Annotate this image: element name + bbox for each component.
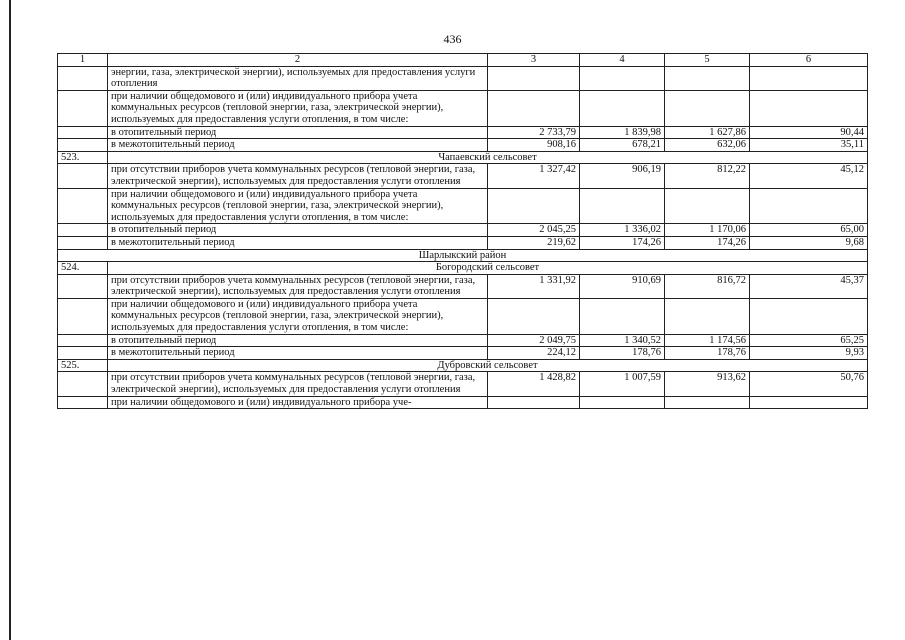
value-cell: 1 627,86 — [665, 126, 750, 139]
row-description: в межотопительный период — [108, 236, 488, 249]
row-index — [58, 90, 108, 126]
row-description: при наличии общедомового и (или) индивидуального прибора уче- — [108, 396, 488, 409]
row-index — [58, 347, 108, 360]
value-cell: 90,44 — [750, 126, 868, 139]
row-description: при отсутствии приборов учета коммунальных ресурсов (тепловой энергии, газа, электрической энергии), используемых для предоставления услуги отопления — [108, 372, 488, 396]
value-cell — [488, 298, 580, 334]
value-cell — [580, 188, 665, 224]
value-cell: 678,21 — [580, 139, 665, 152]
value-cell: 1 007,59 — [580, 372, 665, 396]
value-cell: 2 049,75 — [488, 334, 580, 347]
row-index — [58, 126, 108, 139]
value-cell — [580, 298, 665, 334]
row-description: при наличии общедомового и (или) индивидуального прибора учета коммунальных ресурсов (тепловой энергии, газа, электрической энергии), используемых для предоставления услуги отопления, в том числе: — [108, 188, 488, 224]
value-cell: 178,76 — [580, 347, 665, 360]
district-title: Шарлыкский район — [58, 249, 868, 262]
row-index — [58, 164, 108, 188]
column-header: 3 — [488, 54, 580, 67]
column-header: 6 — [750, 54, 868, 67]
value-cell: 9,93 — [750, 347, 868, 360]
value-cell: 812,22 — [665, 164, 750, 188]
row-description: при отсутствии приборов учета коммунальных ресурсов (тепловой энергии, газа, электрической энергии), используемых для предоставления услуги отопления — [108, 274, 488, 298]
value-cell — [750, 298, 868, 334]
section-title: Чапаевский сельсовет — [108, 151, 868, 164]
section-row — [58, 262, 868, 275]
value-cell — [750, 188, 868, 224]
value-cell: 1 336,02 — [580, 224, 665, 237]
row-description: в межотопительный период — [108, 347, 488, 360]
value-cell: 1 327,42 — [488, 164, 580, 188]
value-cell — [488, 66, 580, 90]
value-cell: 45,12 — [750, 164, 868, 188]
value-cell — [750, 396, 868, 409]
table-row — [58, 372, 868, 396]
value-cell: 65,00 — [750, 224, 868, 237]
row-index — [58, 224, 108, 237]
value-cell: 219,62 — [488, 236, 580, 249]
value-cell: 910,69 — [580, 274, 665, 298]
value-cell — [580, 66, 665, 90]
value-cell — [665, 298, 750, 334]
value-cell — [665, 66, 750, 90]
table-row — [58, 396, 868, 409]
column-header: 4 — [580, 54, 665, 67]
column-header: 2 — [108, 54, 488, 67]
row-index — [58, 66, 108, 90]
value-cell: 632,06 — [665, 139, 750, 152]
table-row — [58, 90, 868, 126]
value-cell — [750, 66, 868, 90]
value-cell — [665, 90, 750, 126]
row-index: 523. — [58, 151, 108, 164]
table-row — [58, 274, 868, 298]
value-cell: 9,68 — [750, 236, 868, 249]
value-cell — [488, 188, 580, 224]
row-index: 524. — [58, 262, 108, 275]
table-row — [58, 164, 868, 188]
value-cell — [665, 188, 750, 224]
value-cell: 178,76 — [665, 347, 750, 360]
value-cell: 45,37 — [750, 274, 868, 298]
value-cell: 1 340,52 — [580, 334, 665, 347]
row-index — [58, 334, 108, 347]
value-cell — [488, 396, 580, 409]
column-header: 1 — [58, 54, 108, 67]
table-row — [58, 334, 868, 347]
table-row — [58, 298, 868, 334]
table-row — [58, 347, 868, 360]
row-index — [58, 274, 108, 298]
value-cell: 50,76 — [750, 372, 868, 396]
table-row — [58, 224, 868, 237]
value-cell — [580, 90, 665, 126]
value-cell: 2 733,79 — [488, 126, 580, 139]
district-row — [58, 249, 868, 262]
row-index — [58, 236, 108, 249]
value-cell: 1 839,98 — [580, 126, 665, 139]
section-title: Дубровский сельсовет — [108, 359, 868, 372]
value-cell: 1 174,56 — [665, 334, 750, 347]
row-description: в отопительный период — [108, 334, 488, 347]
section-row — [58, 151, 868, 164]
table-row — [58, 188, 868, 224]
row-description: энергии, газа, электрической энергии), используемых для предоставления услуги отопления — [108, 66, 488, 90]
binding-line — [9, 0, 11, 640]
value-cell — [488, 90, 580, 126]
value-cell: 1 170,06 — [665, 224, 750, 237]
value-cell: 35,11 — [750, 139, 868, 152]
value-cell: 1 428,82 — [488, 372, 580, 396]
table-row — [58, 139, 868, 152]
table-row — [58, 236, 868, 249]
table-row — [58, 126, 868, 139]
header-row — [58, 54, 868, 67]
value-cell: 1 331,92 — [488, 274, 580, 298]
row-index — [58, 372, 108, 396]
row-description: в отопительный период — [108, 126, 488, 139]
value-cell: 224,12 — [488, 347, 580, 360]
value-cell: 816,72 — [665, 274, 750, 298]
value-cell: 906,19 — [580, 164, 665, 188]
value-cell — [580, 396, 665, 409]
row-description: при наличии общедомового и (или) индивидуального прибора учета коммунальных ресурсов (тепловой энергии, газа, электрической энергии), используемых для предоставления услуги отопления, в том числе: — [108, 298, 488, 334]
value-cell: 65,25 — [750, 334, 868, 347]
value-cell: 913,62 — [665, 372, 750, 396]
value-cell — [750, 90, 868, 126]
row-description: при наличии общедомового и (или) индивидуального прибора учета коммунальных ресурсов (тепловой энергии, газа, электрической энергии), используемых для предоставления услуги отопления, в том числе: — [108, 90, 488, 126]
column-header: 5 — [665, 54, 750, 67]
tariff-table — [57, 53, 868, 409]
value-cell: 2 045,25 — [488, 224, 580, 237]
value-cell: 908,16 — [488, 139, 580, 152]
row-description: в отопительный период — [108, 224, 488, 237]
row-index: 525. — [58, 359, 108, 372]
row-index — [58, 396, 108, 409]
row-index — [58, 298, 108, 334]
row-index — [58, 139, 108, 152]
value-cell: 174,26 — [665, 236, 750, 249]
section-title: Богородский сельсовет — [108, 262, 868, 275]
section-row — [58, 359, 868, 372]
value-cell: 174,26 — [580, 236, 665, 249]
value-cell — [665, 396, 750, 409]
page-number: 436 — [443, 32, 462, 46]
row-index — [58, 188, 108, 224]
row-description: в межотопительный период — [108, 139, 488, 152]
row-description: при отсутствии приборов учета коммунальных ресурсов (тепловой энергии, газа, электрической энергии), используемых для предоставления услуги отопления — [108, 164, 488, 188]
table-row — [58, 66, 868, 90]
